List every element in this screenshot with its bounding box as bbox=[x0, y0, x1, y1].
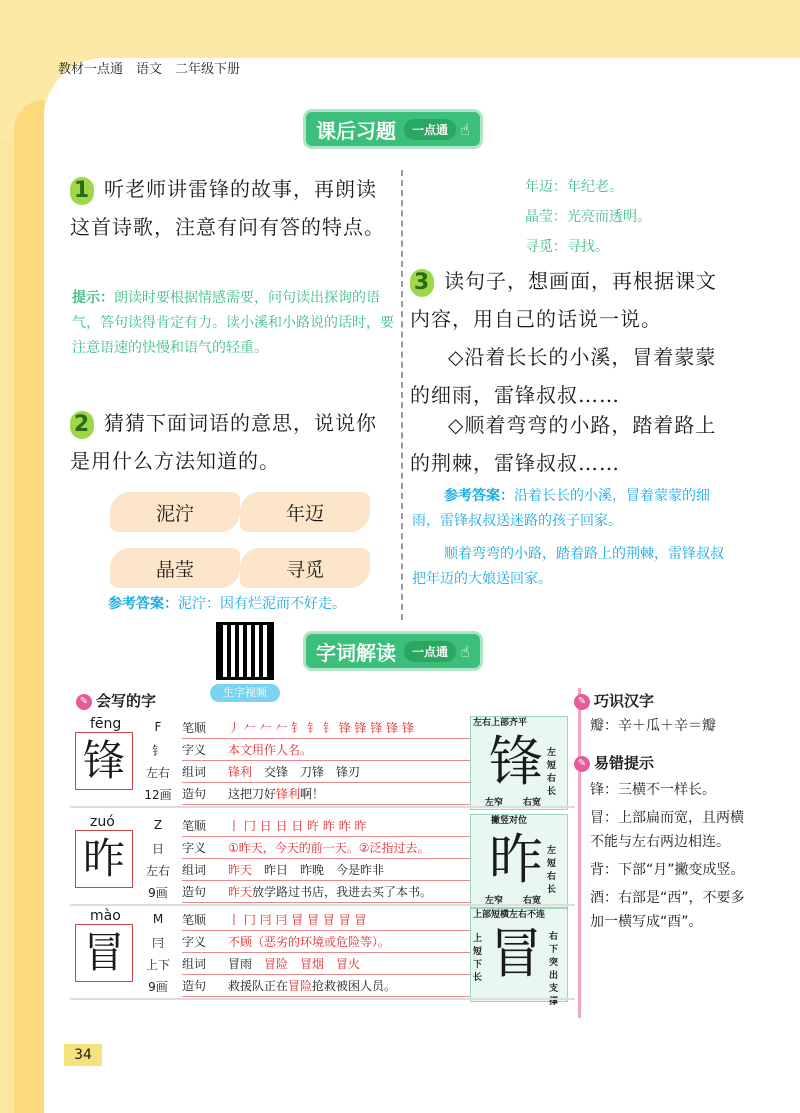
section-mistake bbox=[574, 752, 654, 773]
row-value: ①昨天，今天的前一天。②泛指过去。 bbox=[228, 840, 430, 855]
word: 冒雨 bbox=[228, 956, 253, 971]
guide-top: 上部短横左右不连 bbox=[473, 910, 546, 920]
row-label: 字义 bbox=[182, 742, 207, 757]
pinyin: fēng bbox=[90, 716, 122, 732]
row-label: 造句 bbox=[182, 978, 207, 993]
initial-letter: M bbox=[152, 912, 164, 926]
qr-label[interactable]: 生字视频 bbox=[210, 684, 280, 702]
guide-side: 左短右长 bbox=[547, 846, 557, 895]
number-badge-2: 2 bbox=[70, 411, 94, 439]
row-label: 字义 bbox=[182, 934, 207, 949]
separator bbox=[70, 904, 575, 906]
mistake-item: 背：下部“月”撇变成竖。 bbox=[590, 862, 745, 878]
radical: 冃 bbox=[151, 936, 164, 950]
guide-top: 左右上部齐平 bbox=[473, 718, 528, 728]
sentence-part: 救援队正在 bbox=[228, 978, 289, 993]
smart-text: 瓣：辛＋瓜＋辛＝瓣 bbox=[590, 718, 716, 734]
section-mistake-title: 易错提示 bbox=[594, 754, 655, 772]
character: 锋 bbox=[75, 732, 133, 790]
pencil-icon: ✎ bbox=[574, 694, 590, 710]
banner-title: 课后习题 bbox=[316, 118, 396, 143]
writing-guide bbox=[470, 814, 568, 908]
row-label: 笔顺 bbox=[182, 912, 207, 927]
stroke-count: 9画 bbox=[148, 980, 168, 994]
other-words: 交锋 刀锋 锋刃 bbox=[252, 764, 361, 779]
banner-exercises bbox=[306, 112, 480, 146]
highlight-word: 昨天 bbox=[228, 884, 253, 899]
mistake-list bbox=[590, 778, 750, 934]
running-header: 教材一点通 语文 二年级下册 bbox=[58, 62, 241, 77]
other-words: 冒险 冒烟 冒火 bbox=[252, 956, 361, 971]
character: 冒 bbox=[75, 924, 133, 982]
question-2-text: 猜猜下面词语的意思，说说你是用什么方法知道的。 bbox=[70, 411, 377, 473]
guide-char: 昨 bbox=[489, 828, 543, 891]
guide-side: 右下突出支撑 bbox=[549, 932, 559, 1007]
guide-char: 锋 bbox=[489, 730, 543, 793]
structure: 左右 bbox=[145, 864, 170, 878]
banner-tag: 一点通 bbox=[404, 641, 456, 662]
guide-side: 左短右长 bbox=[547, 748, 557, 797]
initial-letter: Z bbox=[153, 818, 163, 832]
sentence-part: 放学路过书店，我进去买了本书。 bbox=[252, 884, 433, 899]
hint-text: 朗读时要根据情感需要，问句读出探询的语气，答句读得肯定有力。读小溪和小路说的话时，要注意语速的快慢和语气的轻重。 bbox=[72, 290, 394, 356]
writing-guide bbox=[470, 716, 568, 810]
char-card bbox=[70, 716, 570, 806]
answer-2 bbox=[108, 592, 408, 617]
banner-tag: 一点通 bbox=[404, 119, 456, 140]
mistake-item: 酒：右部是“西”，不要多加一横写成“酉”。 bbox=[590, 890, 745, 930]
row-label: 字义 bbox=[182, 840, 207, 855]
word-card: 年迈 bbox=[240, 492, 370, 532]
sentence-part: 啊！ bbox=[300, 786, 325, 801]
row-label: 造句 bbox=[182, 884, 207, 899]
radical: 钅 bbox=[151, 744, 164, 758]
structure: 左右 bbox=[145, 766, 170, 780]
question-3 bbox=[410, 262, 735, 338]
stroke-count: 12画 bbox=[144, 788, 172, 802]
answer-3 bbox=[412, 484, 734, 534]
pencil-icon: ✎ bbox=[574, 756, 590, 772]
guide-left: 上短下长 bbox=[473, 934, 483, 983]
number-badge-3: 3 bbox=[410, 269, 434, 297]
question-1-text: 听老师讲雷锋的故事，再朗读这首诗歌，注意有问有答的特点。 bbox=[70, 177, 385, 239]
mistake-item: 锋：三横不一样长。 bbox=[590, 782, 716, 798]
separator bbox=[70, 998, 575, 1000]
qr-code[interactable] bbox=[216, 622, 274, 680]
row-value: 不顾（恶劣的环境或危险等）。 bbox=[228, 934, 391, 949]
row-value: 丨 冂 冃 冃 冒 冒 冒 冒 冒 bbox=[228, 912, 367, 927]
row-label: 造句 bbox=[182, 786, 207, 801]
question-3-text: 读句子，想画面，再根据课文内容，用自己的话说一说。 bbox=[410, 269, 717, 331]
row-value: 丿 𠂉 𠂉 𠂉 钅 钅 钅 锋 锋 锋 锋 锋 bbox=[228, 720, 414, 735]
highlight-word: 锋利 bbox=[228, 764, 253, 779]
guide-right: 右宽 bbox=[523, 896, 542, 906]
question-2 bbox=[70, 404, 396, 480]
structure: 上下 bbox=[145, 958, 170, 972]
pencil-icon: ✎ bbox=[76, 694, 92, 710]
separator bbox=[70, 806, 575, 808]
row-value: 丨 冂 日 日 日 旿 昨 昨 昨 bbox=[228, 818, 367, 833]
word-card: 寻觅 bbox=[240, 548, 370, 588]
row-value: 本文用作人名。 bbox=[228, 742, 313, 757]
radical: 日 bbox=[151, 842, 164, 856]
definition: 寻觅：寻找。 bbox=[525, 239, 609, 255]
row-label: 组词 bbox=[182, 956, 207, 971]
column-divider bbox=[401, 170, 403, 620]
definition: 年迈：年纪老。 bbox=[525, 179, 623, 195]
guide-top: 撇竖对位 bbox=[491, 816, 528, 826]
section-write bbox=[76, 690, 156, 711]
sentence-1: ◇沿着长长的小溪，冒着蒙蒙的细雨，雷锋叔叔…… bbox=[410, 345, 717, 407]
answer-text: 泥泞：因有烂泥而不好走。 bbox=[178, 596, 346, 612]
guide-char: 冒 bbox=[489, 922, 543, 985]
row-label: 组词 bbox=[182, 862, 207, 877]
hand-pointer-icon: ☝ bbox=[460, 641, 470, 661]
page-edge-inner bbox=[14, 100, 44, 1113]
hint-label: 提示： bbox=[72, 290, 114, 306]
character: 昨 bbox=[75, 830, 133, 888]
row-label: 组词 bbox=[182, 764, 207, 779]
char-card bbox=[70, 814, 570, 904]
row-label: 笔顺 bbox=[182, 720, 207, 735]
guide-right: 右宽 bbox=[523, 798, 542, 808]
pinyin: zuó bbox=[90, 814, 115, 830]
right-divider bbox=[578, 688, 581, 1018]
sentence-part: 这把刀好 bbox=[228, 786, 277, 801]
highlight-word: 锋利 bbox=[276, 786, 301, 801]
guide-left: 左窄 bbox=[485, 896, 504, 906]
writing-guide bbox=[470, 908, 568, 1007]
row-label: 笔顺 bbox=[182, 818, 207, 833]
highlight-word: 冒险 bbox=[288, 978, 313, 993]
char-card bbox=[70, 908, 570, 1007]
initial-letter: F bbox=[154, 720, 162, 734]
word-card: 晶莹 bbox=[110, 548, 240, 588]
hint-1 bbox=[72, 286, 398, 361]
highlight-word: 昨天 bbox=[228, 862, 253, 877]
sentence-part: 抢救被困人员。 bbox=[312, 978, 397, 993]
definition: 晶莹：光亮而透明。 bbox=[525, 209, 651, 225]
word-card: 泥泞 bbox=[110, 492, 240, 532]
answer-3b: 顺着弯弯的小路，踏着路上的荆棘，雷锋叔叔把年迈的大娘送回家。 bbox=[412, 546, 724, 587]
section-write-title: 会写的字 bbox=[96, 692, 157, 710]
banner-vocabulary bbox=[306, 634, 480, 668]
page-number: 34 bbox=[64, 1044, 102, 1066]
hand-pointer-icon: ☝ bbox=[460, 119, 470, 139]
section-smart bbox=[574, 690, 654, 711]
pinyin: mào bbox=[90, 908, 121, 924]
answer-label: 参考答案： bbox=[108, 596, 178, 612]
banner-title: 字词解读 bbox=[316, 640, 396, 665]
sentence-2: ◇顺着弯弯的小路，踏着路上的荆棘，雷锋叔叔…… bbox=[410, 413, 717, 475]
answer-text: 沿着长长的小溪，冒着蒙蒙的细雨，雷锋叔叔送迷路的孩子回家。 bbox=[412, 488, 710, 529]
section-smart-title: 巧识汉字 bbox=[594, 692, 655, 710]
guide-left: 左窄 bbox=[485, 798, 504, 808]
number-badge-1: 1 bbox=[70, 177, 94, 205]
stroke-count: 9画 bbox=[148, 886, 168, 900]
answer-label: 参考答案： bbox=[444, 488, 514, 504]
question-1 bbox=[70, 170, 396, 246]
mistake-item: 冒：上部扁而宽，且两横不能与左右两边相连。 bbox=[590, 810, 744, 850]
other-words: 昨日 昨晚 今是昨非 bbox=[252, 862, 385, 877]
